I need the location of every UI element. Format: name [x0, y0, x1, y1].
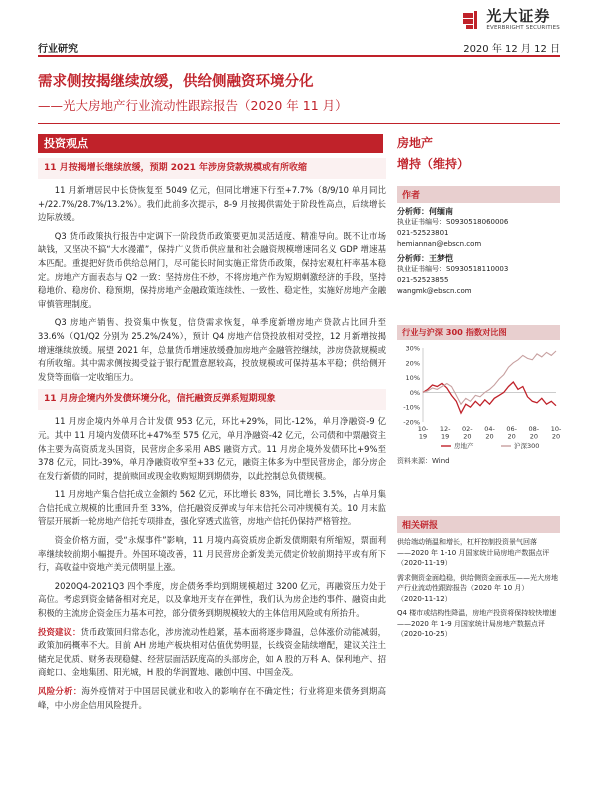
analyst-license: 执业证书编号：S0930518060006: [397, 218, 509, 226]
paragraph-monetary-policy: Q3 货币政策执行报告中定调下一阶段货币政策要更加灵活适度、精准导向。既不让市场缺钱，又坚决不搞“大水漫灌”，保持广义货币供应量和社会融资规模增速同名义 GDP 增速基本匹配。重提把好货币供给总闸门，尽可能长时间实施正常货币政策，保持宏观杠杆率基本稳定。房地产方面表态与 Q2 一致：坚持房住不炒，不将房地产作为短期刺激经济的手段，坚持稳地价、稳房价、稳预期，保持房地产金融政策连续性、一致性、稳定性，实施好房地产金融审慎管理制度。: [38, 230, 386, 309]
sector-rating: 增持（维持）: [397, 157, 470, 171]
paragraph-trust-financing: 11 月房地产集合信托成立金额约 562 亿元，环比增长 83%，同比增长 3.5%，占单月集合信托成立规模的比重回升至 33%，信托融资反弹或与年末信托公司冲规模有关。10 月末监管层开展新一轮房地产信托专项排查，强化穿透式监管，房地产信托仍保持严格管控。: [38, 489, 386, 527]
analyst-phone: 021-52523801: [397, 229, 449, 237]
investment-view-column: [38, 134, 386, 712]
analyst-email[interactable]: hemiannan@ebscn.com: [397, 240, 482, 248]
index-comparison-chart: [397, 344, 560, 452]
series-line-csi300: [423, 351, 556, 404]
chart-svg: [397, 344, 560, 452]
analyst-license: 执业证书编号：S0930518110003: [397, 265, 509, 273]
paragraph-bond-issuance: 11 月房企境内外单月合计发债 953 亿元，环比+29%，同比-12%，单月净融资-9 亿元。其中 11 月境内发债环比+47%至 575 亿元，单月净融资-42 亿元，公司债和中票融资主体主要为高资质龙头国资，民营房企多采用 ABS 融资方式。11 月房企境外发债环比+9%至 378 亿元，同比-39%，单月净融资收窄至+33 亿元，融资主体多为中型民营房企，部分房企在发行新债的同时，提前赎回或现金收购短期到期债券，以此控制总负债规模。: [38, 416, 386, 481]
chart-heading: 行业与沪深 300 指数对比图: [397, 325, 560, 340]
y-tick-label: 20%: [405, 359, 420, 368]
related-report-date: ——2020 年 1-9 月国家统计局房地产数据点评（2020-10-25）: [397, 619, 545, 638]
author-heading: 作者: [397, 186, 560, 203]
sidebar-column: [397, 134, 560, 640]
analyst-name: 分析师：何缅南: [397, 207, 453, 216]
y-tick-label: 0%: [409, 388, 420, 397]
x-tick-label: 08-20: [528, 425, 540, 441]
investment-advice-text: 货币政策回归常态化，涉房流动性趋紧，基本面将逐步降温，总体涨价动能减弱，政策加码概率不大。目前 AH 房地产板块相对估值优势明显，长线资金陆续增配，建议关注土储充足优质、财务表现稳健、经营层面活跃度高的头部房企，如 A 股的万科 A、保利地产、招商蛇口、金地集团、阳光城，H 股的华润置地、融创中国、中国金茂。: [38, 626, 386, 678]
analyst-block: [397, 253, 560, 297]
report-title: 需求侧按揭继续放缓，供给侧融资环境分化: [38, 74, 314, 90]
paragraph-risk-analysis: [38, 685, 386, 712]
report-subtitle: ——光大房地产行业流动性跟踪报告（2020 年 11 月）: [38, 98, 348, 113]
related-report-title[interactable]: 供给端动销温和增长，杠杆控制投资景气回落: [397, 538, 537, 546]
paragraph-funding-cost: 资金价格方面，受“永煤事件”影响，11 月境内高资质房企新发债期限有所缩短，票面利率继续较前期小幅提升。外国环境改善，11 月民营房企新发美元债定价较前期持平或有所下行，高收益中资地产美元债明显上涨。: [38, 535, 386, 573]
chart-source: 资料来源：Wind: [397, 457, 450, 465]
legend-label: 房地产: [454, 442, 474, 450]
sector-name: 房地产: [397, 136, 434, 150]
y-tick-label: 30%: [405, 344, 420, 353]
paragraph-credit-outlook: Q3 房地产销售、投资集中恢复，信贷需求恢复，单季度新增房地产贷款占比回升至 33.6%（Q1/Q2 分别为 25.2%/24%），预计 Q4 房地产信贷投放相对受控，12 月新增按揭增速继续放缓。展望 2021 年，总量货币增速放缓叠加房地产金融管控继续，涉房贷款规模或有所收缩。其中需求侧按揭受益于银行配置意愿较高，投放规模或可保持基本平稳；供给侧开发贷等面临一定收缩压力。: [38, 317, 386, 382]
company-logo: [460, 8, 560, 31]
paragraph-investment-advice: [38, 626, 386, 680]
investment-advice-label: 投资建议：: [38, 626, 81, 637]
analyst-block: [397, 206, 560, 250]
related-report-date: （2020-11-12）: [397, 594, 452, 603]
x-tick-label: 10-19: [417, 425, 429, 441]
related-report-item[interactable]: [397, 573, 560, 605]
header-divider: [38, 55, 560, 57]
x-tick-label: 02-20: [462, 425, 473, 441]
related-report-item[interactable]: [397, 608, 560, 640]
y-tick-label: -20%: [403, 418, 420, 427]
section-heading-investment-view: 投资观点: [38, 134, 383, 153]
subheading-mortgage: 11 月按揭增长继续放缓，预期 2021 年涉房贷款规模或有所收缩: [38, 158, 386, 179]
logo-chinese-name: 光大证券: [486, 7, 551, 25]
analyst-name: 分析师：王梦恺: [397, 254, 453, 263]
analyst-email[interactable]: wangmk@ebscn.com: [397, 287, 472, 295]
document-type: 行业研究: [38, 44, 78, 55]
x-tick-label: 12-19: [439, 425, 451, 441]
related-report-date: ——2020 年 1-10 月国家统计局房地产数据点评（2020-11-19）: [397, 548, 550, 567]
x-tick-label: 10-20: [550, 425, 562, 441]
analyst-phone: 021-52523855: [397, 276, 449, 284]
related-report-item[interactable]: [397, 537, 560, 569]
page-header: [38, 4, 560, 60]
paragraph-mortgage: 11 月新增居民中长贷恢复至 5049 亿元，但同比增速下行至+7.7%（8/9/10 单月同比+/22.7%/28.7%/13.2%）。我们此前多次提示，8-9 月按揭供需处于阶段性高点，后续增长边际放缓。: [38, 185, 386, 223]
legend-label: 沪深300: [514, 442, 540, 450]
risk-analysis-label: 风险分析：: [38, 686, 82, 696]
title-divider: [38, 123, 560, 124]
related-report-title[interactable]: Q4 楼市或结构性降温，房地产投资将保持较快增速: [397, 609, 557, 617]
logo-english-name: EVERBRIGHT SECURITIES: [486, 25, 560, 31]
series-line-real-estate: [423, 382, 556, 413]
everbright-logo-icon: [460, 9, 482, 31]
related-report-title[interactable]: 需求侧资金面趋稳，供给侧资金面承压——光大房地产行业流动性跟踪报告（2020 年 10 月）: [397, 573, 558, 592]
paragraph-refinancing: 2020Q4-2021Q3 四个季度，房企债务季均到期规模超过 3200 亿元，再融资压力处于高位。考虑到资金储备相对充足，以及拿地开支存在弹性，我们认为房企违约事件、融资由此积极的主流房企资金压力基本可控，部分债务到期规模较大的主体信用风险或有所抬升。: [38, 580, 386, 619]
y-tick-label: 10%: [405, 374, 420, 383]
y-tick-label: -10%: [403, 403, 420, 412]
related-reports-heading: 相关研报: [397, 516, 560, 533]
x-tick-label: 04-20: [484, 425, 495, 441]
subheading-bond-financing: 11 月房企境内外发债环境分化，信托融资反弹系短期现象: [38, 389, 386, 410]
x-tick-label: 06-20: [506, 425, 517, 441]
report-date: 2020 年 12 月 12 日: [463, 44, 560, 55]
risk-analysis-text: 海外疫情对于中国居民就业和收入的影响存在不确定性；行业将迎来债务到期高峰，中小房企信用风险提升。: [38, 686, 387, 710]
